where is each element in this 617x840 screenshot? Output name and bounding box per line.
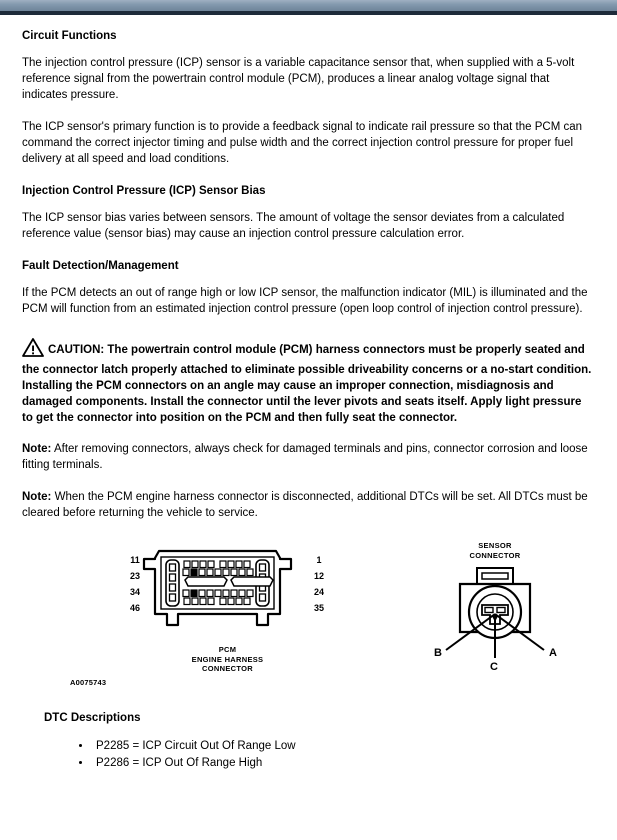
paragraph-icp-sensor-description: The injection control pressure (ICP) sensor is a variable capacitance sensor that, when supplied with a 5-volt reference signal from the powertrain control module (PCM), produces a linear analog voltage signal that indicates pressure. [22, 57, 575, 102]
note-label: Note: [22, 490, 52, 503]
paragraph-sensor-bias: The ICP sensor bias varies between sensors. The amount of voltage the sensor deviates from a calculated reference value (sensor bias) may cause an injection control pressure calculation error. [22, 211, 565, 240]
sensor-caption-line-2: CONNECTOR [469, 550, 521, 560]
paragraph-icp-primary-function: The ICP sensor's primary function is to provide a feedback signal to indicate rail pressure so that the PCM can command the correct injector timing and pulse width and the correct injection control pressure for proper fuel delivery at all speed and load conditions. [22, 120, 583, 165]
dtc-descriptions-section [0, 712, 617, 774]
connector-diagram-figure [22, 540, 595, 706]
pcm-pin-label-left-4: 46 [129, 602, 141, 613]
list-item: • P2286 = ICP Out Of Range High [92, 755, 595, 773]
pcm-caption-line-3: CONNECTOR [202, 664, 253, 674]
pcm-caption-line-1: PCM [218, 644, 237, 654]
note-removing-connectors [22, 442, 595, 474]
note-harness-disconnected [22, 490, 595, 522]
pcm-caption-line-2: ENGINE HARNESS [191, 654, 264, 664]
pcm-keyway-right [231, 577, 273, 586]
pcm-pin-label-right-2: 12 [313, 570, 325, 581]
pcm-pin-label-right-4: 35 [313, 602, 325, 613]
pcm-pin-label-left-2: 23 [129, 570, 141, 581]
pcm-pin-label-right-1: 1 [316, 554, 322, 565]
warning-triangle-icon [22, 338, 44, 362]
document-content [0, 15, 617, 706]
heading-fault-detection: Fault Detection/Management [22, 259, 179, 272]
sensor-terminal-a [497, 608, 505, 613]
heading-circuit-functions: Circuit Functions [22, 30, 117, 42]
window-title-bar [0, 0, 617, 15]
pcm-connector-diagram [125, 546, 330, 675]
pcm-connector-graphic [125, 546, 330, 638]
note-label: Note: [22, 443, 52, 456]
caution-notice [22, 338, 595, 426]
heading-icp-sensor-bias: Injection Control Pressure (ICP) Sensor Bias [22, 184, 266, 197]
sensor-terminal-label-b: B [434, 647, 442, 660]
sensor-connector-caption [420, 541, 570, 561]
pcm-pin-label-left-3: 34 [129, 586, 141, 597]
sensor-terminal-label-c: C [490, 661, 498, 673]
heading-dtc-descriptions: DTC Descriptions [44, 711, 141, 724]
note-text: When the PCM engine harness connector is disconnected, additional DTCs will be set. All DTCs must be cleared before returning the vehicle to service. [22, 490, 588, 519]
artwork-reference-number: A0075743 [70, 677, 107, 687]
note-text: After removing connectors, always check for damaged terminals and pins, connector corrosion and loose fitting terminals. [22, 443, 588, 472]
pcm-keyway-left [185, 577, 227, 586]
list-item: • P2285 = ICP Circuit Out Of Range Low [92, 738, 595, 756]
dtc-list [22, 738, 595, 774]
sensor-caption-line-1: SENSOR [478, 540, 512, 550]
sensor-terminal-b [485, 608, 493, 613]
pcm-connector-caption [125, 645, 330, 675]
caution-text: CAUTION: The powertrain control module (PCM) harness connectors must be properly seated and the connector latch properly attached to eliminate possible driveability concerns or a no-start condition. Installing the PCM connectors on an angle may cause an improper connection, misdiagnosis and damaged components. Install the connector until the lever pivots and seats itself. Apply light pressure to get the connector into position on the PCM and then fully seat the connector. [22, 343, 592, 425]
paragraph-fault-detection: If the PCM detects an out of range high or low ICP sensor, the malfunction indicator (MIL) is illuminated and the PCM will function from an estimated injection control pressure (open loop control of injection control pressure). [22, 287, 588, 315]
sensor-terminal-label-a: A [549, 647, 557, 660]
pcm-pin-label-left-1: 11 [130, 554, 140, 565]
sensor-connector-diagram [420, 541, 570, 678]
sensor-connector-graphic [420, 562, 570, 672]
pcm-pin-label-right-3: 24 [313, 586, 325, 597]
